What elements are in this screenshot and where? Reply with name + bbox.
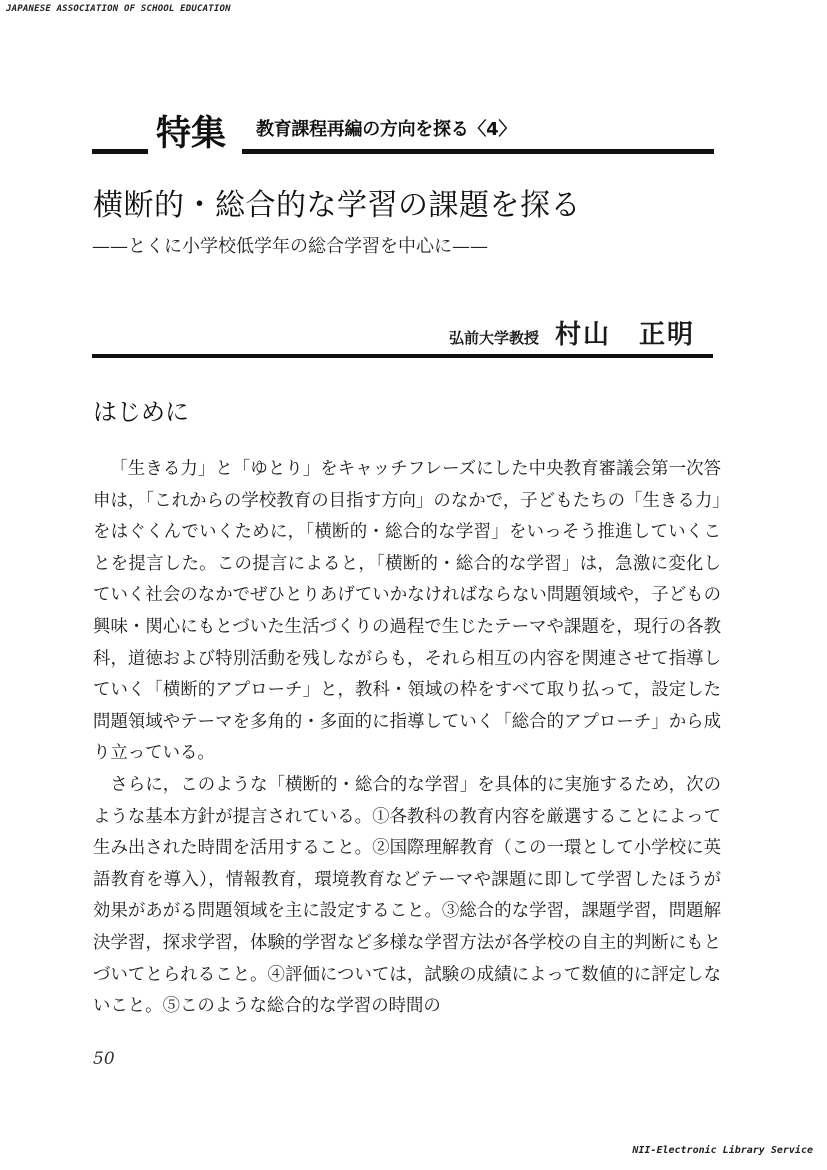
author-affiliation: 弘前大学教授: [448, 329, 539, 347]
body-text: [93, 454, 721, 1023]
section-heading: はじめに: [93, 398, 189, 426]
library-footer: NII-Electronic Library Service: [632, 1145, 813, 1156]
article-title: 横断的・総合的な学習の課題を探る: [93, 188, 581, 223]
feature-series-title: 教育課程再編の方向を探る〈4〉: [256, 119, 517, 140]
feature-rule-right: [242, 149, 714, 154]
feature-label: 特集: [156, 114, 227, 154]
journal-header: JAPANESE ASSOCIATION OF SCHOOL EDUCATION: [6, 4, 231, 14]
feature-rule-left: [92, 149, 148, 154]
page-number: 50: [93, 1049, 115, 1069]
paragraph: さらに，このような「横断的・総合的な学習」を具体的に実施するため，次のような基本方針が提言されている。①各教科の教育内容を厳選することによって生み出された時間を活用すること。②国際理解教育（この一環として小学校に英語教育を導入），情報教育，環境教育などテーマや課題に即して学習したほうが効果があがる問題領域を主に設定すること。③総合的な学習，課題学習，問題解決学習，探求学習，体験的学習など多様な学習方法が各学校の自主的判断にもとづいてとられること。④評価については，試験の成績によって数値的に評定しないこと。⑤このような総合的な学習の時間の: [93, 774, 721, 1017]
author-name: 村山 正明: [554, 320, 695, 350]
feature-banner: [92, 112, 714, 156]
paragraph: 「生きる力」と「ゆとり」をキャッチフレーズにした中央教育審議会第一次答申は，「これからの学校教育の目指す方向」のなかで，子どもたちの「生きる力」をはぐくんでいくために，「横断的・総合的な学習」をいっそう推進していくことを提言した。この提言によると，「横断的・総合的な学習」は，急激に変化していく社会のなかでぜひとりあげていかなければならない問題領域や，子どもの興味・関心にもとづいた生活づくりの過程で生じたテーマや課題を，現行の各教科，道徳および特別活動を残しながらも，それら相互の内容を関連させて指導していく「横断的アプローチ」と，教科・領域の枠をすべて取り払って，設定した問題領域やテーマを多角的・多面的に指導していく「総合的アプローチ」から成り立っている。: [93, 459, 721, 764]
article-subtitle: ——とくに小学校低学年の総合学習を中心に——: [92, 236, 488, 257]
author-line: [449, 314, 695, 351]
author-rule: [92, 354, 713, 358]
